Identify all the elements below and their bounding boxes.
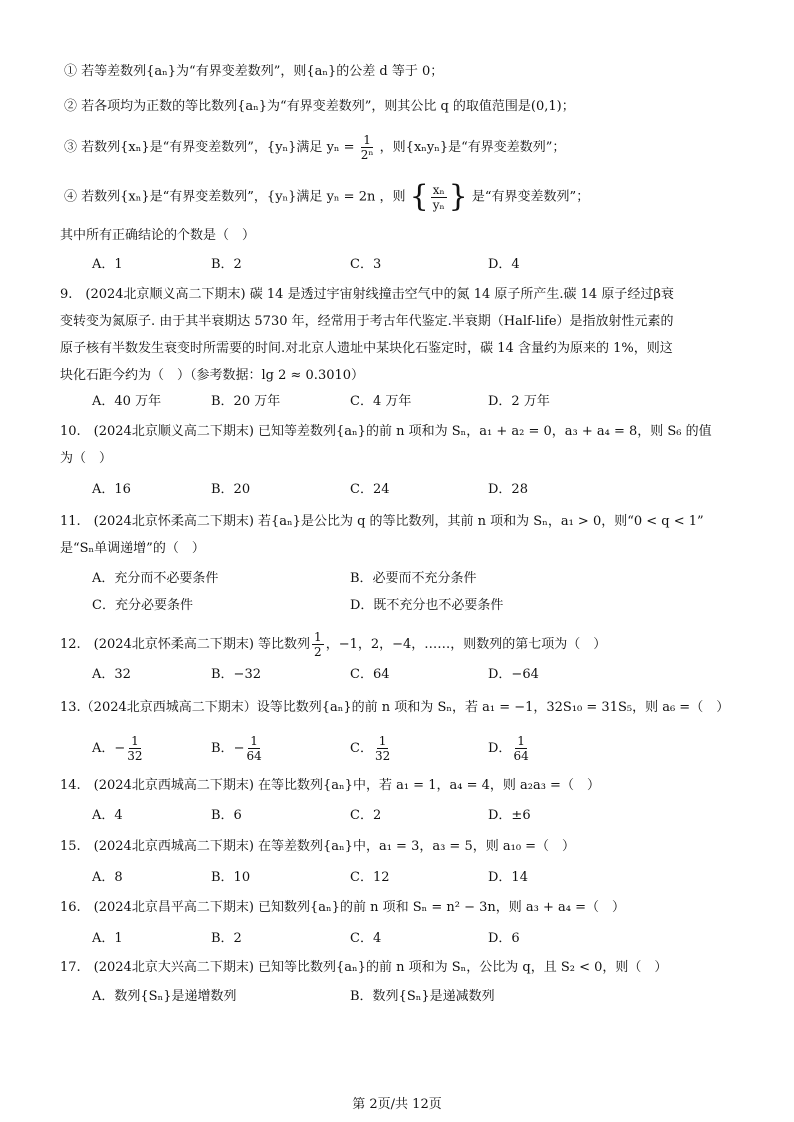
q12-option-a[interactable]: A．32	[92, 667, 131, 682]
q12-text-b: ，−1，2，−4，……，则数列的第七项为（ ）	[325, 637, 607, 652]
q10-option-b[interactable]: B．20	[211, 482, 251, 497]
fraction-one-over-two-pow-n: $\frac{1}{\text{2ⁿ}}$	[360, 133, 374, 162]
q14-option-c[interactable]: C．2	[350, 808, 382, 823]
question-9-line-2: 变转变为氮原子. 由于其半衰期达 5730 年，经常用于考古年代鉴定.半衰期（Half-life）是指放射性元素的	[60, 314, 674, 329]
question-12-stem	[60, 630, 754, 659]
q13-option-d[interactable]: D． $\frac{1}{64}$	[488, 734, 529, 763]
q12-option-d[interactable]: D．−64	[488, 667, 539, 682]
question-9-line-3: 原子核有半数发生衰变时所需要的时间.对北京人遗址中某块化石鉴定时，碳 14 含量约为原来的 1%，则这	[60, 341, 673, 356]
question-17-stem: 17. (2024北京大兴高二下期末) 已知等比数列{aₙ}的前 n 项和为 Sₙ，公比为 q，且 S₂ < 0，则（ ）	[60, 960, 668, 975]
question-15-stem: 15. (2024北京西城高二下期末) 在等差数列{aₙ}中，a₁ = 3，a₃ = 5，则 a₁₀ =（ ）	[60, 839, 576, 854]
statement-4-text-b: 是“有界变差数列”；	[471, 189, 590, 205]
q8-option-d[interactable]: D．4	[488, 257, 520, 272]
q15-option-c[interactable]: C．12	[350, 870, 390, 885]
q16-option-c[interactable]: C．4	[350, 931, 382, 946]
statement-4: ④ 若数列{xₙ}是“有界变差数列”，{yₙ}满足 yₙ = 2n ，则 { $\frac{\text{xₙ}}{\text{yₙ}}$ } 是“有界变差数列”；	[64, 179, 590, 214]
q12-option-b[interactable]: B．−32	[211, 667, 261, 682]
q17-option-b[interactable]: B．数列{Sₙ}是递减数列	[350, 989, 495, 1004]
q14-option-d[interactable]: D．±6	[488, 808, 531, 823]
q9-option-d[interactable]: D．2 万年	[488, 394, 550, 409]
page-number-footer: 第 2页/共 12页	[352, 1097, 442, 1112]
q14-option-a[interactable]: A．4	[92, 808, 123, 823]
q11-option-b[interactable]: B．必要而不充分条件	[350, 571, 477, 586]
q16-option-b[interactable]: B．2	[211, 931, 242, 946]
q14-option-b[interactable]: B．6	[211, 808, 242, 823]
statement-3	[64, 133, 754, 162]
statement-1: ① 若等差数列{aₙ}为“有界变差数列”，则{aₙ}的公差 d 等于 0；	[64, 64, 444, 79]
statement-3-text-a: ③ 若数列{xₙ}是“有界变差数列”，{yₙ}满足 yₙ =	[64, 140, 355, 155]
q15-option-b[interactable]: B．10	[211, 870, 251, 885]
q11-option-a[interactable]: A．充分而不必要条件	[92, 571, 219, 586]
question-10-line-1: 10. (2024北京顺义高二下期末) 已知等差数列{aₙ}的前 n 项和为 Sₙ，a₁ + a₂ = 0，a₃ + a₄ = 8，则 S₆ 的值	[60, 424, 712, 439]
q15-option-a[interactable]: A．8	[92, 870, 123, 885]
question-8-stem: 其中所有正确结论的个数是（ ）	[60, 228, 256, 243]
question-9-line-1: 9. (2024北京顺义高二下期末) 碳 14 是透过宇宙射线撞击空气中的氮 14 原子所产生.碳 14 原子经过β衰	[60, 287, 674, 302]
question-9-line-4: 块化石距今约为（ ）（参考数据：lg 2 ≈ 0.3010）	[60, 368, 365, 383]
q16-option-a[interactable]: A．1	[92, 931, 123, 946]
statement-2: ② 若各项均为正数的等比数列{aₙ}为“有界变差数列”，则其公比 q 的取值范围是(0,1)；	[64, 99, 575, 114]
q11-option-c[interactable]: C．充分必要条件	[92, 598, 193, 613]
q13-option-b[interactable]: B．− $\frac{1}{64}$	[211, 734, 262, 763]
q10-option-a[interactable]: A．16	[92, 482, 131, 497]
q16-option-d[interactable]: D．6	[488, 931, 520, 946]
q9-option-a[interactable]: A．40 万年	[92, 394, 162, 409]
q11-option-d[interactable]: D．既不充分也不必要条件	[350, 598, 504, 613]
q12-text-a: 12. (2024北京怀柔高二下期末) 等比数列	[60, 637, 311, 652]
q8-option-c[interactable]: C．3	[350, 257, 382, 272]
fraction-x-over-y: $\frac{\text{xₙ}}{\text{yₙ}}$	[432, 182, 445, 212]
question-14-stem: 14. (2024北京西城高二下期末) 在等比数列{aₙ}中，若 a₁ = 1，a₄ = 4，则 a₂a₃ =（ ）	[60, 778, 600, 793]
q15-option-d[interactable]: D．14	[488, 870, 528, 885]
question-13-stem: 13.（2024北京西城高二下期末）设等比数列{aₙ}的前 n 项和为 Sₙ，若 a₁ = −1，32S₁₀ = 31S₅，则 a₆ =（ ）	[60, 700, 730, 715]
q17-option-a[interactable]: A．数列{Sₙ}是递增数列	[92, 989, 237, 1004]
statement-3-text-b: ，则{xₙyₙ}是“有界变差数列”；	[379, 140, 566, 155]
q10-option-c[interactable]: C．24	[350, 482, 390, 497]
q13-option-c[interactable]: C． $\frac{1}{32}$	[350, 734, 391, 763]
q9-option-b[interactable]: B．20 万年	[211, 394, 281, 409]
question-11-line-1: 11. (2024北京怀柔高二下期末) 若{aₙ}是公比为 q 的等比数列，其前 n 项和为 Sₙ，a₁ > 0，则“0 < q < 1”	[60, 514, 704, 529]
question-16-stem: 16. (2024北京昌平高二下期末) 已知数列{aₙ}的前 n 项和 Sₙ = n² − 3n，则 a₃ + a₄ =（ ）	[60, 900, 626, 915]
q8-option-b[interactable]: B．2	[211, 257, 242, 272]
fraction-one-half: $\frac{1}{2}$	[314, 630, 322, 659]
q8-option-a[interactable]: A．1	[92, 257, 123, 272]
statement-4-text-a: ④ 若数列{xₙ}是“有界变差数列”，{yₙ}满足 yₙ = 2n ，则	[64, 189, 406, 205]
question-10-line-2: 为（ ）	[60, 451, 113, 466]
q10-option-d[interactable]: D．28	[488, 482, 528, 497]
q13-option-a[interactable]: A．− $\frac{1}{32}$	[92, 734, 143, 763]
q12-option-c[interactable]: C．64	[350, 667, 390, 682]
question-11-line-2: 是“Sₙ单调递增”的（ ）	[60, 541, 205, 556]
q9-option-c[interactable]: C．4 万年	[350, 394, 412, 409]
